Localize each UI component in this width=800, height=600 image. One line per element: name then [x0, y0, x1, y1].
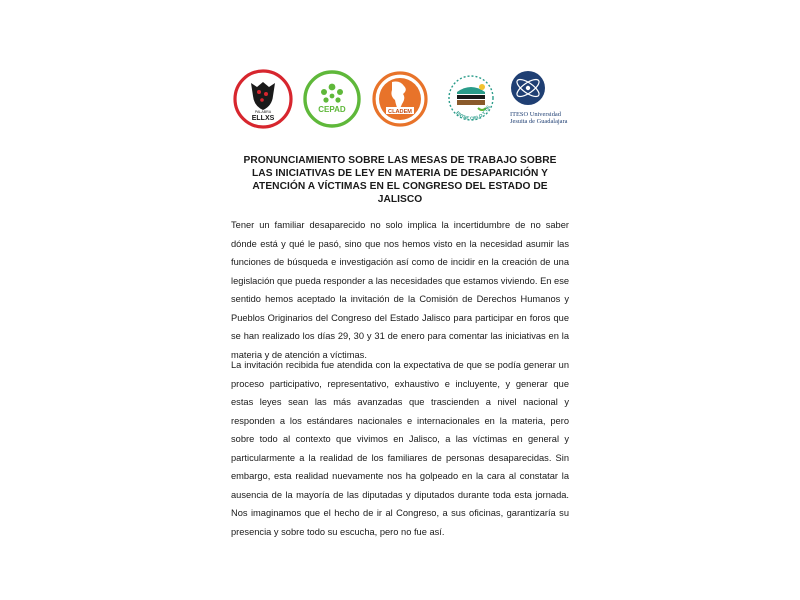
- entre-cielo-y-tierra-logo: [440, 68, 502, 130]
- iteso-logo: [504, 68, 572, 130]
- document-title: PRONUNCIAMIENTO SOBRE LAS MESAS DE TRABAJO SOBRE LAS INICIATIVAS DE LEY EN MATERIA DE DESAPARICIÓN Y ATENCIÓN A VÍCTIMAS EN EL CONGRESO DEL ESTADO DE JALISCO: [243, 155, 557, 205]
- paragraph-2: La invitación recibida fue atendida con la expectativa de que se podía generar un proceso participativo, representativo, exhaustivo e incluyente, y generar que estas leyes sean las más avanzadas que trascienden a nivel nacional y responden a los estándares nacionales e internacionales en la materia, pero sobre todo al contexto que vivimos en Jalisco, a las víctimas en general y particularmente a la realidad de los familiares de personas desaparecidas. Sin embargo, esta realidad nuevamente nos ha golpeado en la cara al constatar la ausencia de la mayoría de las diputadas y diputados durante toda esta jornada. Nos imaginamos que el hecho de ir al Congreso, a sus oficinas, garantizaría su presencia y sobre todo su escucha, pero no fue así.: [231, 360, 569, 537]
- cepad-logo: [302, 68, 362, 130]
- cladem-logo-text: CLADEM: [388, 108, 412, 115]
- logo-row: [232, 68, 572, 132]
- cepad-logo-text: CEPAD: [318, 105, 346, 114]
- cladem-logo: [370, 68, 430, 130]
- iteso-logo-line2: Jesuita de Guadalajara: [510, 118, 568, 125]
- entre-logo-text: ENTRE CIELO Y TIE: [455, 104, 491, 121]
- ellxs-logo-text: ELLXS: [251, 115, 275, 122]
- ellxs-logo: [232, 68, 294, 130]
- ellxs-small-text: PALABRA: [254, 110, 272, 114]
- iteso-logo-line1: ITESO Universidad: [510, 111, 561, 118]
- paragraph-1: Tener un familiar desaparecido no solo implica la incertidumbre de no saber dónde está y qué le pasó, sino que nos hemos visto en la necesidad asumir las funciones de búsqueda e investigación así como de incidir en la creación de una legislación que pueda responder a las necesidades que estamos viviendo. En ese sentido hemos aceptado la invitación de la Comisión de Derechos Humanos y Pueblos Originarios del Congreso del Estado Jalisco para participar en foros que se han realizado los días 29, 30 y 31 de enero para comentar las iniciativas en la materia y de atención a víctimas.: [231, 220, 570, 360]
